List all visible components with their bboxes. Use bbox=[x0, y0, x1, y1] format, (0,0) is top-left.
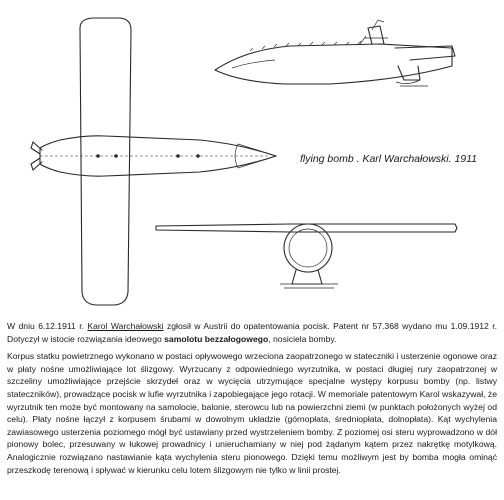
side-view-rudder bbox=[368, 26, 384, 44]
intro-text-end: , nosiciela bomby. bbox=[268, 333, 337, 344]
top-view-rivet bbox=[96, 154, 100, 158]
intro-text-middle: zgłosił w Austrii do opatentowania pocisk. Patent nr 57.368 wydano mu 1.09.1912 r. Dotyczył w istocie rozwiązania ideowego bbox=[7, 321, 497, 344]
figure-caption: flying bomb . Karl Warchałowski. 1911 bbox=[300, 153, 478, 165]
top-view-wing bbox=[80, 18, 131, 305]
top-view bbox=[31, 18, 276, 305]
top-view-rivet bbox=[114, 154, 118, 158]
person-link[interactable]: Karol Warchałowski bbox=[87, 321, 164, 331]
paragraph-description: Korpus statku powietrznego wykonano w postaci opływowego wrzeciona zaopatrzonego w stateczniki i usterzenie ogonowe oraz w płaty nośne umożliwiające lot ślizgowy. Wyrzucany z odpowiedniego wyrzutnika, w postaci długiej rury zaopatrzonej w szczeliny umożliwiające przejście skrzydeł oraz w wycięcia utrzymujące specjalne występy korpusu bomby (np. listwy stateczników), prowadzące pocisk w lufie wyrzutnika i zapobiegające jego rotacji. W memoriale patentowym Karol wskazywał, że wyrzutnik ten może być montowany na samolocie, balonie, sterowcu lub na powierzchni ziemi (w punktach położonych wyżej od celu). Płaty nośne łączył z korpusem śrubami w dowolnym układzie (górnopłata, średniopłata, dolnopłata). Kąt wychylenia zawiasowego usterzenia poziomego mógł być ustawiany przed wystrzeleniem bomby. Z poziomej osi steru wyprowadzono w dół pionowy bolec, przesuwany w łukowej prowadnicy i unieruchamiany w niej pod żądanym kątem przez nakrętkę motylkową. Analogicznie rozwiązano nastawianie kąta wychylenia steru pionowego. Dzięki temu możliwym jest by bomba mogła ominąć przeszkodę terenową i spływać w kierunku celu lotem ślizgowym nie tylko w linii prostej. bbox=[7, 351, 497, 475]
front-view-wing bbox=[156, 224, 457, 232]
side-view-rudder-mechanism bbox=[360, 20, 388, 44]
top-view-rivet bbox=[176, 154, 180, 158]
side-view bbox=[215, 20, 455, 86]
front-view bbox=[156, 224, 457, 288]
paragraph-intro bbox=[7, 320, 497, 345]
top-view-rivet bbox=[196, 154, 200, 158]
front-view-mount-plate bbox=[280, 284, 338, 288]
front-view-ring-outer bbox=[284, 224, 332, 272]
side-view-skid bbox=[396, 80, 428, 86]
intro-text-start: W dniu 6.12.1911 r. bbox=[7, 321, 88, 331]
side-view-lower-fin bbox=[398, 66, 420, 80]
article-text bbox=[7, 320, 497, 481]
bold-term: samolotu bezzałogowego bbox=[164, 333, 269, 344]
side-view-nose-line bbox=[232, 60, 275, 68]
front-view-ring-inner bbox=[289, 229, 327, 267]
